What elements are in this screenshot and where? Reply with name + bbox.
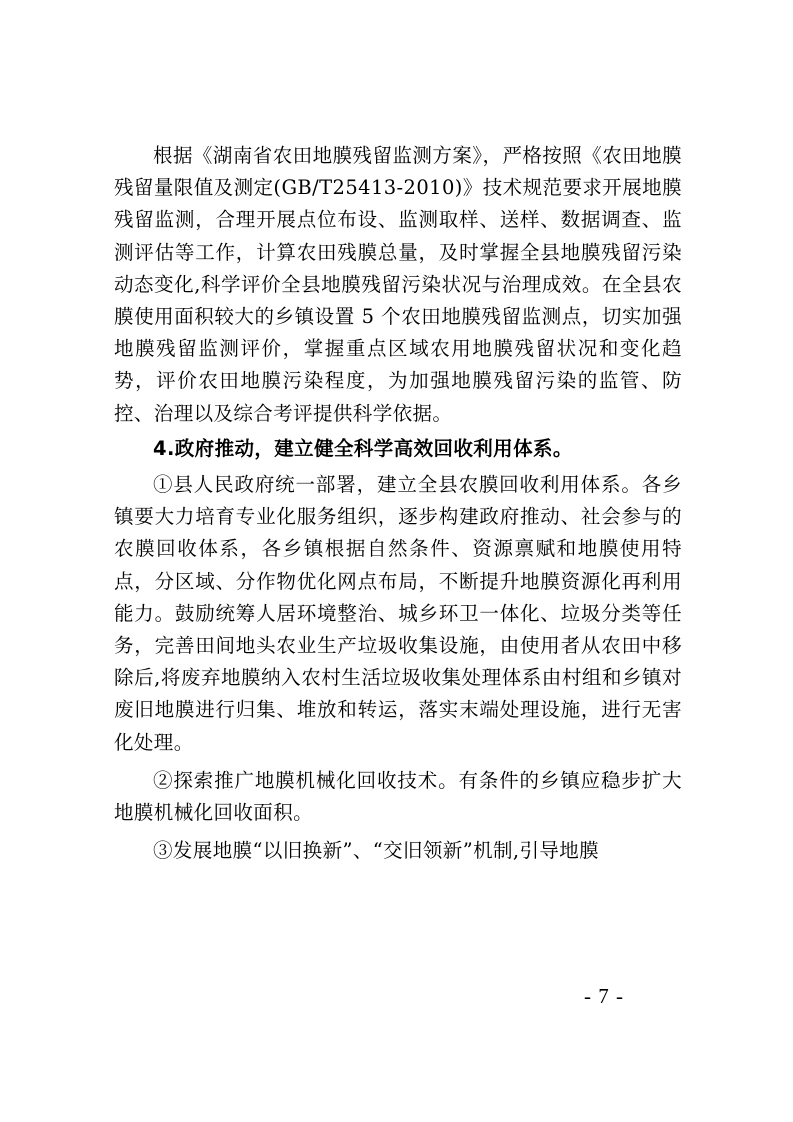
- page-number: - 7 -: [584, 984, 624, 1008]
- list-item-1: ①县人民政府统一部署，建立全县农膜回收利用体系。各乡镇要大力培育专业化服务组织，逐步构建政府推动、社会参与的农膜回收体系，各乡镇根据自然条件、资源禀赋和地膜使用特点，分区域、分作物优化网点布局，不断提升地膜资源化再利用能力。鼓励统筹人居环境整治、城乡环卫一体化、垃圾分类等任务，完善田间地头农业生产垃圾收集设施，由使用者从农田中移除后,将废弃地膜纳入农村生活垃圾收集处理体系由村组和乡镇对废旧地膜进行归集、堆放和转运，落实末端处理设施，进行无害化处理。: [114, 473, 682, 754]
- document-body: [114, 140, 682, 867]
- list-item-2: ②探索推广地膜机械化回收技术。有条件的乡镇应稳步扩大地膜机械化回收面积。: [114, 768, 682, 825]
- list-item-3: ③发展地膜“以旧换新”、“交旧领新”机制,引导地膜: [153, 839, 600, 863]
- paragraph-monitoring: 根据《湖南省农田地膜残留监测方案》，严格按照《农田地膜残留量限值及测定(GB/T25413-2010)》技术规范要求开展地膜残留监测，合理开展点位布设、监测取样、送样、数据调查、监测评估等工作，计算农田残膜总量，及时掌握全县地膜残留污染动态变化,科学评价全县地膜残留污染状况与治理成效。在全县农膜使用面积较大的乡镇设置 5 个农田地膜残留监测点，切实加强地膜残留监测评价，掌握重点区域农用地膜残留状况和变化趋势，评价农田地膜污染程度，为加强地膜残留污染的监管、防控、治理以及综合考评提供科学依据。: [114, 144, 682, 425]
- section-heading-4: 4.政府推动，建立健全科学高效回收利用体系。: [153, 436, 573, 460]
